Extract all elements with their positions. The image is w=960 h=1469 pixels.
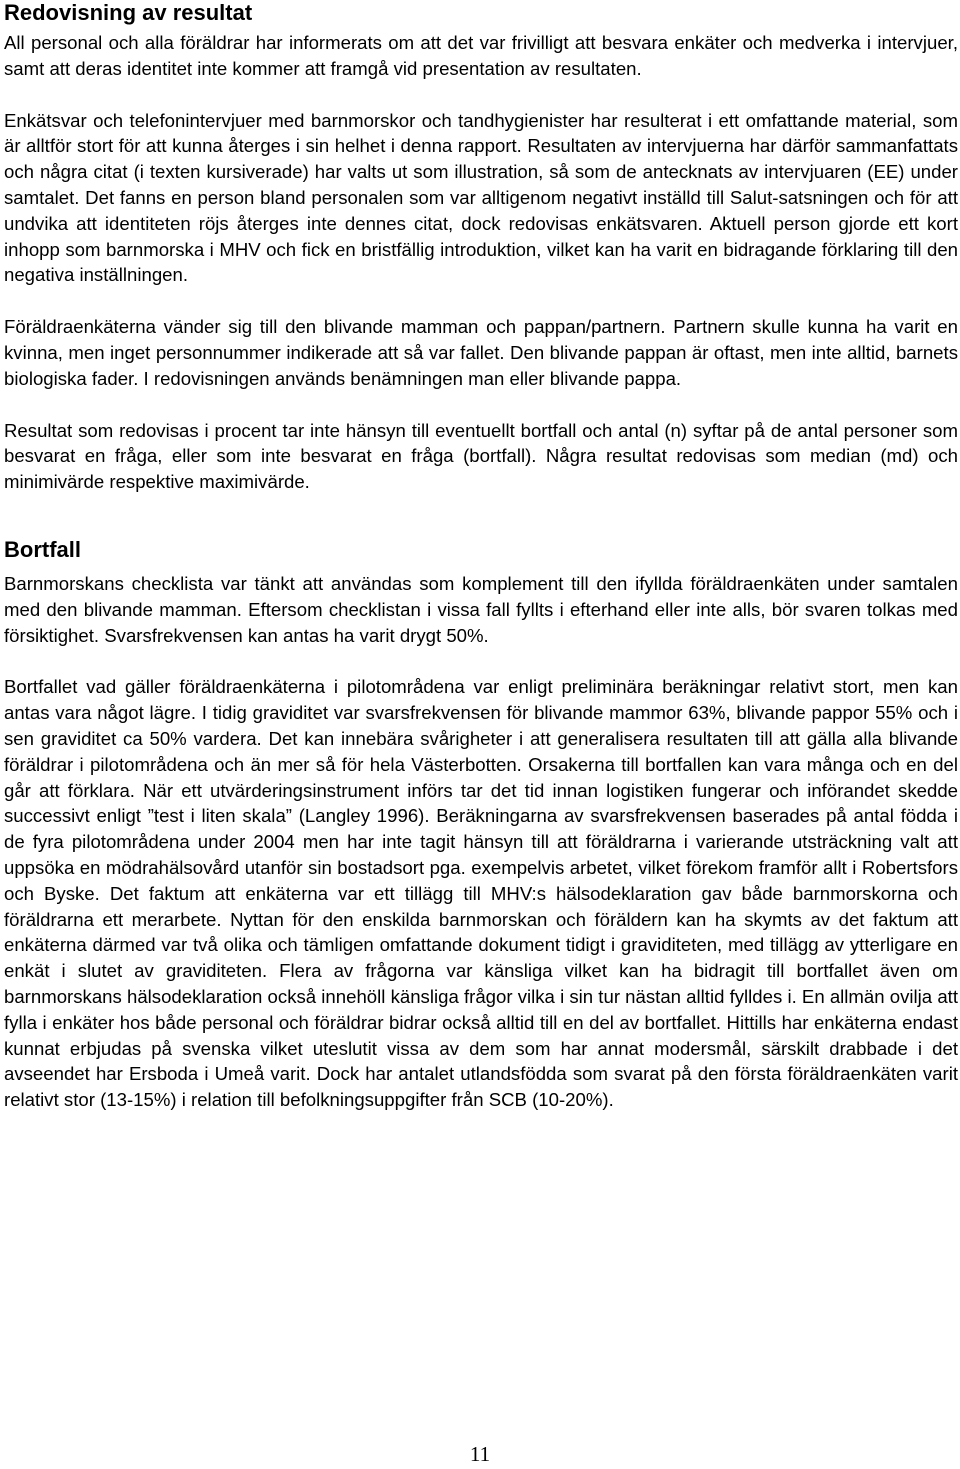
paragraph: Barnmorskans checklista var tänkt att användas som komplement till den ifyllda föräldraenkäten under samtalen med den blivande mamman. Eftersom checklistan i vissa fall fyllts i efterhand eller inte alls, bör svaren tolkas med försiktighet. Svarsfrekvensen kan antas ha varit drygt 50%. bbox=[4, 572, 958, 646]
page-number: 11 bbox=[469, 1442, 491, 1466]
paragraph: Enkätsvar och telefonintervjuer med barnmorskor och tandhygienister har resulterat i ett omfattande material, som är alltför stort för att kunna återges i sin helhet i denna rapport. Resultaten av intervjuerna har därför sammanfattats och några citat (i texten kursiverade) har valts ut som illustration, så som de antecknats av intervjuaren (EE) under samtalet. Det fanns en person bland personalen som var alltigenom negativt inställd till Salut-satsningen och för att undvika att identiteten röjs återges inte dennes citat, dock redovisas enkätsvaren. Aktuell person gjorde ett kort inhopp som barnmorska i MHV och fick en bristfällig introduktion, vilket kan ha varit en bidragande förklaring till den negativa inställningen. bbox=[4, 109, 958, 286]
paragraph: Föräldraenkäterna vänder sig till den blivande mamman och pappan/partnern. Partnern skulle kunna ha varit en kvinna, men inget personnummer indikerade att så var fallet. Den blivande pappan är oftast, men inte alltid, barnets biologiska fader. I redovisningen används benämningen man eller blivande pappa. bbox=[4, 316, 958, 389]
paragraph: Resultat som redovisas i procent tar inte hänsyn till eventuellt bortfall och antal (n) syftar på de antal personer som besvarat en fråga, eller som inte besvarat en fråga (bortfall). Några resultat redovisas som median (md) och minimivärde respektive maximivärde. bbox=[4, 419, 958, 493]
paragraph: Bortfallet vad gäller föräldraenkäterna i pilotområdena var enligt preliminära beräkningar relativt stort, men kan antas vara något lägre. I tidig graviditet var svarsfrekvensen för blivande mammor 63%, blivande pappor 55% och i sen graviditet ca 50% vardera. Det kan innebära svårigheter i att generalisera resultaten till att gälla alla blivande föräldrar i pilotområdena och än mer så för hela Västerbotten. Orsakerna till bortfallen kan vara många och en del går att förklara. När ett utvärderingsinstrument införs tar det tid innan logistiken fungerar och införandet skedde successivt enligt ”test i liten skala” (Langley 1996). Beräkningarna av svarsfrekvensen baserades på antal födda i de fyra pilotområdena under 2004 men har inte tagit hänsyn till att föräldrarna i varierande utsträckning valt att uppsöka en mödrahälsovård utanför sin bostadsort pga. exempelvis arbetet, vilket förekom framför allt i Robertsfors och Byske. Det faktum att enkäterna var ett tillägg till MHV:s hälsodeklaration gav både barnmorskorna och föräldrarna ett merarbete. Nyttan för den enskilda barnmorskan och föräldern kan ha skymts av det faktum att enkäterna därmed var två olika och tämligen omfattande dokument tidigt i graviditeten, med tillägg av ytterligare en enkät i slutet av graviditeten. Flera av frågorna var känsliga vilket kan ha bidragit till bortfallet även om barnmorskans hälsodeklaration också innehöll känsliga frågor vilka i sin tur nästan alltid fylldes i. En allmän ovilja att fylla i enkäter hos både personal och föräldrar bidrar också alltid till en del av bortfallet. Hittills har enkäterna endast kunnat erbjudas på svenska vilket uteslutit vissa av dem som har annat modersmål, särskilt drabbade i det avseendet har Ersboda i Umeå varit. Dock har antalet utlandsfödda som svarat på den första föräldraenkäten varit relativt stor (13-15%) i relation till befolkningsuppgifter från SCB (10-20%). bbox=[4, 676, 958, 1111]
section-heading-redovisning: Redovisning av resultat bbox=[4, 0, 253, 25]
paragraph: All personal och alla föräldrar har informerats om att det var frivilligt att besvara enkäter och medverka i intervjuer, samt att deras identitet inte kommer att framgå vid presentation av resultaten. bbox=[4, 32, 958, 79]
section-heading-bortfall: Bortfall bbox=[4, 536, 81, 562]
document-page bbox=[4, 0, 958, 1113]
